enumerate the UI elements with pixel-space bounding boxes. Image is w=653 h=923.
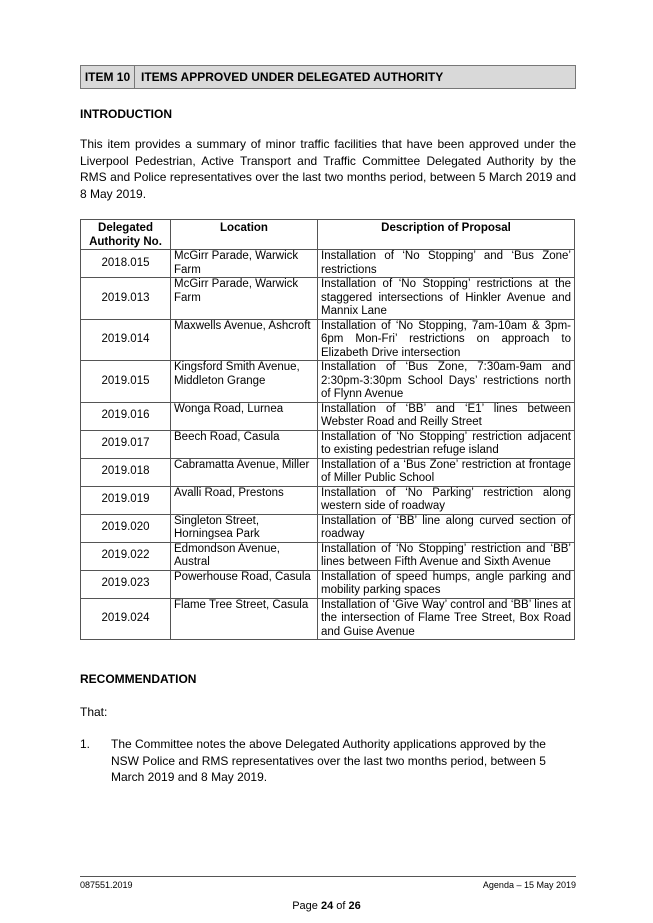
description-cell: Installation of ‘Give Way’ control and ‘BB’ lines at the intersection of Flame Tree Street, Box Road and Guise Avenue	[318, 598, 575, 640]
table-row	[81, 542, 575, 570]
recommendation-that: That:	[80, 705, 108, 719]
description-cell: Installation of ‘No Stopping’ restriction and ‘BB’ lines between Fifth Avenue and Sixth Avenue	[318, 542, 575, 570]
table-row	[81, 598, 575, 640]
column-header-description: Description of Proposal	[318, 220, 575, 250]
introduction-text: This item provides a summary of minor traffic facilities that have been approved under the Liverpool Pedestrian, Active Transport and Traffic Committee Delegated Authority by the RMS and Police representatives over the last two months period, between 5 March 2019 and 8 May 2019.	[80, 137, 576, 201]
page-label: Page	[292, 900, 321, 912]
location-cell: Avalli Road, Prestons	[171, 486, 318, 514]
column-header-authority-no: Delegated Authority No.	[81, 220, 171, 250]
table-row	[81, 250, 575, 278]
recommendation-item	[80, 736, 576, 786]
description-cell: Installation of ‘No Parking’ restriction along western side of roadway	[318, 486, 575, 514]
page-total: 26	[348, 900, 361, 912]
recommendation-item-text: The Committee notes the above Delegated Authority applications approved by the NSW Police and RMS representatives over the last two months period, between 5 March 2019 and 8 May 2019.	[111, 737, 546, 784]
table-row	[81, 458, 575, 486]
location-cell: McGirr Parade, Warwick Farm	[171, 250, 318, 278]
description-cell: Installation of ‘No Stopping’ restriction adjacent to existing pedestrian refuge island	[318, 430, 575, 458]
page-current: 24	[320, 900, 334, 912]
authority-no-cell: 2019.013	[81, 278, 171, 320]
description-cell: Installation of ‘No Stopping’ restrictions at the staggered intersections of Hinkler Avenue and Mannix Lane	[318, 278, 575, 320]
authority-no-cell: 2018.015	[81, 250, 171, 278]
location-cell: Powerhouse Road, Casula	[171, 570, 318, 598]
authority-no-cell: 2019.024	[81, 598, 171, 640]
page-number	[0, 900, 653, 912]
location-cell: Kingsford Smith Avenue, Middleton Grange	[171, 361, 318, 403]
recommendation-heading: RECOMMENDATION	[80, 672, 197, 686]
column-header-location: Location	[171, 220, 318, 250]
description-cell: Installation of ‘No Stopping, 7am-10am & 3pm-6pm Mon-Fri’ restrictions on approach to Elizabeth Drive intersection	[318, 319, 575, 361]
authority-no-cell: 2019.014	[81, 319, 171, 361]
description-cell: Installation of ‘BB’ line along curved section of roadway	[318, 514, 575, 542]
table-row	[81, 570, 575, 598]
description-cell: Installation of a ‘Bus Zone’ restriction at frontage of Miller Public School	[318, 458, 575, 486]
page-of: of	[333, 900, 349, 912]
table-header-row	[81, 220, 575, 250]
item-number: ITEM 10	[81, 66, 135, 88]
description-cell: Installation of ‘BB’ and ‘E1’ lines between Webster Road and Reilly Street	[318, 402, 575, 430]
authority-no-cell: 2019.017	[81, 430, 171, 458]
description-cell: Installation of ‘No Stopping’ and ‘Bus Zone’ restrictions	[318, 250, 575, 278]
authority-no-cell: 2019.019	[81, 486, 171, 514]
location-cell: McGirr Parade, Warwick Farm	[171, 278, 318, 320]
recommendation-item-number: 1.	[80, 737, 91, 751]
location-cell: Singleton Street, Horningsea Park	[171, 514, 318, 542]
authority-no-cell: 2019.015	[81, 361, 171, 403]
description-cell: Installation of ‘Bus Zone, 7:30am-9am and 2:30pm-3:30pm School Days’ restrictions north of Flynn Avenue	[318, 361, 575, 403]
table-row	[81, 514, 575, 542]
table-row	[81, 402, 575, 430]
authority-no-cell: 2019.018	[81, 458, 171, 486]
footer-document-number: 087551.2019	[80, 880, 133, 890]
footer-divider	[80, 876, 576, 877]
location-cell: Maxwells Avenue, Ashcroft	[171, 319, 318, 361]
footer-agenda-date: Agenda – 15 May 2019	[482, 880, 576, 890]
authority-no-cell: 2019.023	[81, 570, 171, 598]
description-cell: Installation of speed humps, angle parking and mobility parking spaces	[318, 570, 575, 598]
table-row	[81, 361, 575, 403]
item-title: ITEMS APPROVED UNDER DELEGATED AUTHORITY	[141, 70, 444, 84]
location-cell: Beech Road, Casula	[171, 430, 318, 458]
location-cell: Flame Tree Street, Casula	[171, 598, 318, 640]
delegated-authority-table	[80, 219, 575, 640]
table-body	[81, 250, 575, 640]
introduction-heading: INTRODUCTION	[80, 107, 172, 121]
table-row	[81, 486, 575, 514]
table-row	[81, 430, 575, 458]
location-cell: Edmondson Avenue, Austral	[171, 542, 318, 570]
authority-no-cell: 2019.016	[81, 402, 171, 430]
table-row	[81, 278, 575, 320]
table-row	[81, 319, 575, 361]
authority-no-cell: 2019.022	[81, 542, 171, 570]
item-header	[80, 65, 576, 89]
location-cell: Cabramatta Avenue, Miller	[171, 458, 318, 486]
authority-no-cell: 2019.020	[81, 514, 171, 542]
location-cell: Wonga Road, Lurnea	[171, 402, 318, 430]
